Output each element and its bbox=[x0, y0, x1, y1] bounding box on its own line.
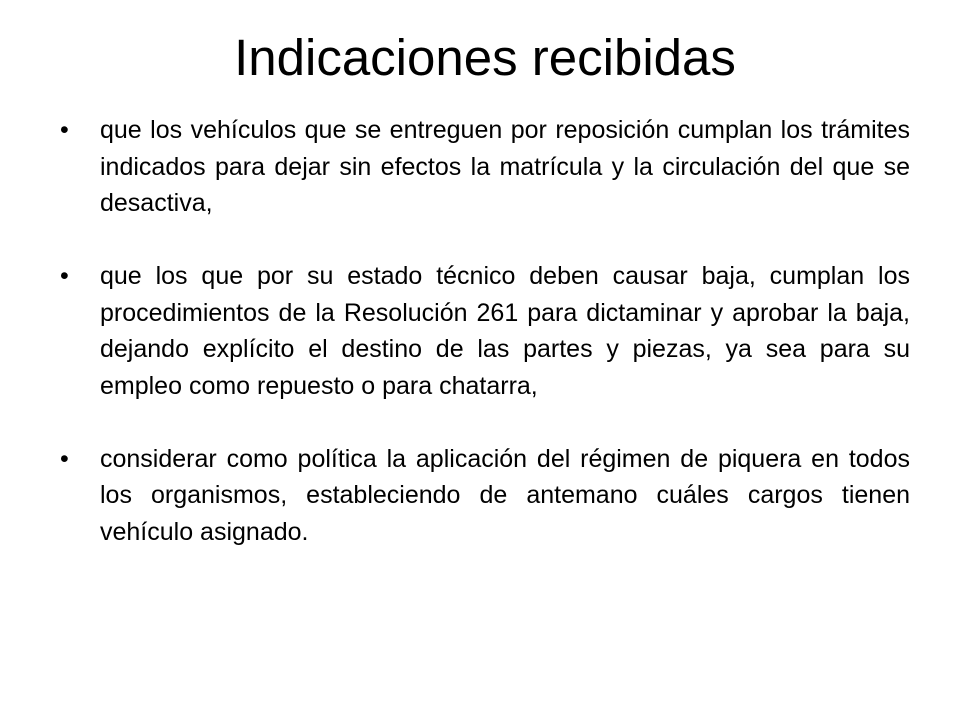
bullet-icon: • bbox=[60, 116, 69, 144]
bullet-item-2 bbox=[60, 258, 910, 404]
slide-title: Indicaciones recibidas bbox=[234, 29, 736, 86]
bullet-text: considerar como política la aplicación del régimen de piquera en todos los organismos, estableciendo de antemano cuáles cargos tienen vehículo asignado. bbox=[100, 444, 910, 546]
bullet-text: que los que por su estado técnico deben causar baja, cumplan los procedimientos de la Resolución 261 para dictaminar y aprobar la baja, dejando explícito el destino de las partes y piezas, ya sea para su empleo como repuesto o para chatarra, bbox=[100, 262, 910, 400]
bullet-item-1 bbox=[60, 112, 910, 222]
bullet-list bbox=[60, 112, 910, 550]
bullet-text: que los vehículos que se entreguen por reposición cumplan los trámites indicados para dejar sin efectos la matrícula y la circulación del que se desactiva, bbox=[100, 116, 910, 217]
bullet-icon: • bbox=[60, 262, 69, 290]
bullet-icon: • bbox=[60, 444, 69, 473]
bullet-item-3 bbox=[60, 441, 910, 551]
